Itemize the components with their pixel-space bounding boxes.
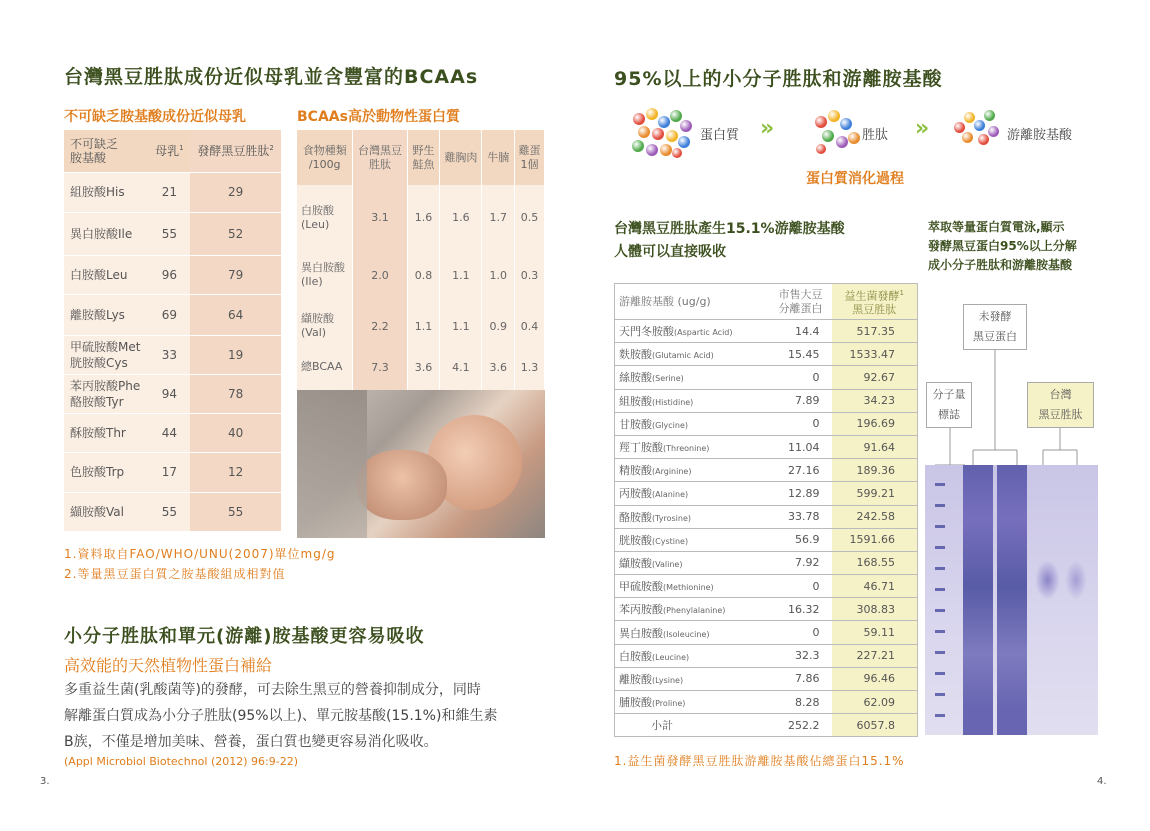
table1-row xyxy=(64,492,281,531)
table2-row-label: 異白胺酸 (Ile) xyxy=(297,250,353,300)
peptide-value: 59.11 xyxy=(832,621,918,644)
soy-value: 0 xyxy=(770,412,832,435)
breastmilk-value: 55 xyxy=(149,492,191,531)
peptide-value: 168.55 xyxy=(832,551,918,574)
table3-row xyxy=(615,320,918,343)
amino-acid-name: 脯胺酸(Proline) xyxy=(615,691,770,714)
table3-row xyxy=(615,482,918,505)
peptide-value: 517.35 xyxy=(832,320,918,343)
amino-acid-name: 白胺酸Leu xyxy=(64,255,149,294)
peptide-value: 189.36 xyxy=(832,459,918,482)
table2-value: 1.1 xyxy=(407,300,440,352)
table3-row xyxy=(615,412,918,435)
soy-value: 14.4 xyxy=(770,320,832,343)
amino-acid-name: 甲硫胺酸Met 胱胺酸Cys xyxy=(64,335,149,374)
peptide-value: 96.46 xyxy=(832,667,918,690)
soy-value: 32.3 xyxy=(770,644,832,667)
molecule-bead xyxy=(978,134,989,145)
right-title: 95%以上的小分子胜肽和游離胺基酸 xyxy=(614,68,943,90)
table2-header: 牛腩 xyxy=(482,130,515,185)
molecule-bead xyxy=(646,108,658,120)
soy-value: 8.28 xyxy=(770,691,832,714)
table3-total-row xyxy=(615,714,918,737)
amino-acid-name: 組胺酸(Histidine) xyxy=(615,389,770,412)
flow-label-protein: 蛋白質 xyxy=(700,128,740,143)
amino-acid-name: 組胺酸His xyxy=(64,172,149,212)
amino-acid-name: 丙胺酸(Alanine) xyxy=(615,482,770,505)
table2-value: 0.3 xyxy=(515,250,545,300)
table2-header: 雞蛋 1個 xyxy=(515,130,545,185)
molecule-bead xyxy=(984,110,995,121)
amino-acid-name: 苯丙胺酸(Phenylalanine) xyxy=(615,598,770,621)
peptide-value: 91.64 xyxy=(832,435,918,458)
table2-value: 3.6 xyxy=(407,352,440,382)
table1-header-breastmilk: 母乳$^1$ xyxy=(149,130,191,172)
peptide-value: 52 xyxy=(190,212,281,255)
molecule-bead xyxy=(638,126,650,138)
gel-label-unfermented: 未發酵 黑豆蛋白 xyxy=(963,304,1027,350)
peptide-value: 78 xyxy=(190,374,281,413)
right-footnote: 1.益生菌發酵黑豆胜肽游離胺基酸佔總蛋白15.1% xyxy=(614,754,905,768)
table1-row xyxy=(64,212,281,255)
breastmilk-value: 69 xyxy=(149,294,191,335)
molecule-bead xyxy=(974,120,985,131)
table3-row xyxy=(615,435,918,458)
table3-title-2: 人體可以直接吸收 xyxy=(614,244,726,260)
section-subtitle-protein: 高效能的天然植物性蛋白補給 xyxy=(64,656,273,675)
table1-header-acid: 不可缺乏 胺基酸 xyxy=(64,130,149,172)
molecule-bead xyxy=(848,132,860,144)
breastmilk-value: 44 xyxy=(149,413,191,452)
table3-row xyxy=(615,667,918,690)
gel-label-marker: 分子量 標誌 xyxy=(926,382,972,428)
amino-acid-name: 纈胺酸(Valine) xyxy=(615,551,770,574)
table1-row xyxy=(64,255,281,294)
amino-acid-name: 色胺酸Trp xyxy=(64,452,149,492)
molecule-bead xyxy=(988,126,999,137)
page-number-right: 4. xyxy=(1097,776,1107,787)
table2-value: 0.9 xyxy=(482,300,515,352)
table2-value: 4.1 xyxy=(440,352,482,382)
table2-header: 野生 鮭魚 xyxy=(407,130,440,185)
molecule-bead xyxy=(836,136,848,148)
amino-acid-name: 離胺酸(Lysine) xyxy=(615,667,770,690)
soy-value: 56.9 xyxy=(770,528,832,551)
table2-value: 2.2 xyxy=(353,300,407,352)
flow-label-amino-acid: 游離胺基酸 xyxy=(1007,128,1073,143)
essential-amino-acid-table xyxy=(64,130,281,532)
table1-subtitle: 不可缺乏胺基酸成份近似母乳 xyxy=(64,109,246,125)
table2-row xyxy=(297,300,545,352)
amino-acid-name: 羥丁胺酸(Threonine) xyxy=(615,435,770,458)
amino-acid-name: 麩胺酸(Glutamic Acid) xyxy=(615,343,770,366)
peptide-value: 599.21 xyxy=(832,482,918,505)
table3-row xyxy=(615,528,918,551)
table3-row xyxy=(615,691,918,714)
table2-header: 雞胸肉 xyxy=(440,130,482,185)
peptide-value: 196.69 xyxy=(832,412,918,435)
table2-value: 1.6 xyxy=(407,185,440,250)
molecule-bead xyxy=(666,130,678,142)
peptide-value: 64 xyxy=(190,294,281,335)
table2-value: 1.0 xyxy=(482,250,515,300)
soy-value: 16.32 xyxy=(770,598,832,621)
table3-row xyxy=(615,598,918,621)
table2-value: 1.6 xyxy=(440,185,482,250)
soy-total: 252.2 xyxy=(770,714,832,737)
molecule-bead xyxy=(658,116,670,128)
amino-acid-name: 胱胺酸(Cystine) xyxy=(615,528,770,551)
table2-row-label: 纈胺酸 (Val) xyxy=(297,300,353,352)
molecule-bead xyxy=(815,116,827,128)
table2-value: 1.1 xyxy=(440,250,482,300)
arrow-icon: » xyxy=(915,116,930,141)
soy-value: 7.86 xyxy=(770,667,832,690)
table2-value: 0.5 xyxy=(515,185,545,250)
peptide-value: 46.71 xyxy=(832,575,918,598)
peptide-value: 40 xyxy=(190,413,281,452)
table3-title-1: 台灣黑豆胜肽產生15.1%游離胺基酸 xyxy=(614,221,845,237)
molecule-bead xyxy=(816,144,826,154)
table2-value: 3.1 xyxy=(353,185,407,250)
peptide-value: 1591.66 xyxy=(832,528,918,551)
peptide-value: 92.67 xyxy=(832,366,918,389)
table3-row xyxy=(615,505,918,528)
table3-row xyxy=(615,366,918,389)
molecule-bead xyxy=(633,113,645,125)
peptide-value: 55 xyxy=(190,492,281,531)
soy-value: 15.45 xyxy=(770,343,832,366)
table1-row xyxy=(64,335,281,374)
breastmilk-value: 33 xyxy=(149,335,191,374)
table1-header-peptide: 發酵黑豆胜肽$^2$ xyxy=(190,130,281,172)
protein-molecule-icon xyxy=(628,108,698,158)
table2-value: 0.4 xyxy=(515,300,545,352)
table2-value: 2.0 xyxy=(353,250,407,300)
table3-row xyxy=(615,621,918,644)
amino-acid-name: 絲胺酸(Serine) xyxy=(615,366,770,389)
amino-acid-name: 異白胺酸(Isoleucine) xyxy=(615,621,770,644)
page-number-left: 3. xyxy=(40,776,50,787)
molecule-bead xyxy=(672,148,682,158)
amino-acid-name: 離胺酸Lys xyxy=(64,294,149,335)
soy-value: 11.04 xyxy=(770,435,832,458)
molecule-bead xyxy=(822,130,834,142)
table1-row xyxy=(64,172,281,212)
molecule-bead xyxy=(632,140,644,152)
peptide-value: 242.58 xyxy=(832,505,918,528)
molecule-bead xyxy=(962,132,973,143)
soy-value: 0 xyxy=(770,366,832,389)
table2-header: 台灣黑豆 胜肽 xyxy=(353,130,407,185)
table2-row xyxy=(297,352,545,382)
molecule-bead xyxy=(660,144,672,156)
amino-acid-name: 異白胺酸Ile xyxy=(64,212,149,255)
soy-value: 7.89 xyxy=(770,389,832,412)
table2-row-label: 白胺酸 (Leu) xyxy=(297,185,353,250)
flow-label-peptide: 胜肽 xyxy=(862,128,889,143)
breastmilk-value: 17 xyxy=(149,452,191,492)
table2-value: 1.1 xyxy=(440,300,482,352)
molecule-bead xyxy=(964,112,975,123)
gel-label-peptide: 台灣 黑豆胜肽 xyxy=(1027,382,1094,428)
breastmilk-value: 55 xyxy=(149,212,191,255)
peptide-value: 62.09 xyxy=(832,691,918,714)
table3-header-acid: 游離胺基酸 (ug/g) xyxy=(615,284,770,320)
peptide-total: 6057.8 xyxy=(832,714,918,737)
peptide-value: 12 xyxy=(190,452,281,492)
table2-row xyxy=(297,250,545,300)
table2-row xyxy=(297,185,545,250)
table2-value: 3.6 xyxy=(482,352,515,382)
amino-acid-name: 白胺酸(Leucine) xyxy=(615,644,770,667)
amino-acid-name: 纈胺酸Val xyxy=(64,492,149,531)
table1-row xyxy=(64,452,281,492)
peptide-value: 79 xyxy=(190,255,281,294)
table2-value: 1.3 xyxy=(515,352,545,382)
footnote-1: 1.資料取自FAO/WHO/UNU(2007)單位mg/g xyxy=(64,547,336,561)
total-label: 小計 xyxy=(615,714,770,737)
paragraph-line-2: 解離蛋白質成為小分子胜肽(95%以上)、單元胺基酸(15.1%)和維生素 xyxy=(64,708,498,724)
breastmilk-value: 96 xyxy=(149,255,191,294)
soy-value: 7.92 xyxy=(770,551,832,574)
soy-value: 0 xyxy=(770,575,832,598)
bcaa-comparison-table xyxy=(297,130,545,412)
table3-row xyxy=(615,459,918,482)
molecule-bead xyxy=(646,144,658,156)
table3-row xyxy=(615,575,918,598)
table2-row-label: 總BCAA xyxy=(297,352,353,382)
soy-value: 27.16 xyxy=(770,459,832,482)
table3-row xyxy=(615,551,918,574)
peptide-value: 29 xyxy=(190,172,281,212)
breastmilk-value: 94 xyxy=(149,374,191,413)
breastfeeding-photo xyxy=(297,390,545,538)
molecule-bead xyxy=(828,110,840,122)
table3-row xyxy=(615,644,918,667)
table2-subtitle: BCAAs高於動物性蛋白質 xyxy=(297,109,460,125)
paragraph-line-3: B族，不僅是增加美味、營養，蛋白質也變更容易消化吸收。 xyxy=(64,734,438,750)
peptide-value: 227.21 xyxy=(832,644,918,667)
molecule-bead xyxy=(652,128,664,140)
arrow-icon: » xyxy=(760,116,775,141)
table1-row xyxy=(64,413,281,452)
molecule-bead xyxy=(670,110,682,122)
amino-acid-name: 天門冬胺酸(Aspartic Acid) xyxy=(615,320,770,343)
molecule-bead xyxy=(954,122,965,133)
table2-value: 0.8 xyxy=(407,250,440,300)
amino-acid-name: 苯丙胺酸Phe 酪胺酸Tyr xyxy=(64,374,149,413)
free-amino-acid-table xyxy=(614,283,918,737)
molecule-bead xyxy=(840,118,852,130)
table3-header-soy: 市售大豆 分離蛋白 xyxy=(770,284,832,320)
peptide-molecule-icon xyxy=(810,108,860,158)
table2-value: 1.7 xyxy=(482,185,515,250)
breastmilk-value: 21 xyxy=(149,172,191,212)
amino-acid-name: 酥胺酸Thr xyxy=(64,413,149,452)
table2-value: 7.3 xyxy=(353,352,407,382)
footnote-2: 2.等量黑豆蛋白質之胺基酸組成相對值 xyxy=(64,567,286,581)
table1-row xyxy=(64,374,281,413)
molecule-bead xyxy=(678,136,690,148)
soy-value: 12.89 xyxy=(770,482,832,505)
amino-acid-name: 酪胺酸(Tyrosine) xyxy=(615,505,770,528)
peptide-value: 308.83 xyxy=(832,598,918,621)
soy-value: 0 xyxy=(770,621,832,644)
table2-header: 食物種類 /100g xyxy=(297,130,353,185)
peptide-value: 1533.47 xyxy=(832,343,918,366)
left-title: 台灣黑豆胜肽成份近似母乳並含豐富的BCAAs xyxy=(64,66,479,88)
section-title-absorption: 小分子胜肽和單元(游離)胺基酸更容易吸收 xyxy=(64,626,425,647)
table3-row xyxy=(615,389,918,412)
electrophoresis-gel xyxy=(925,465,1098,735)
amino-acid-name: 甲硫胺酸(Methionine) xyxy=(615,575,770,598)
molecule-bead xyxy=(680,120,692,132)
gel-connector-lines xyxy=(925,350,1100,470)
flow-caption: 蛋白質消化過程 xyxy=(806,171,904,187)
table3-row xyxy=(615,343,918,366)
gel-description: 萃取等量蛋白質電泳,顯示 發酵黑豆蛋白95%以上分解 成小分子胜肽和游離胺基酸 xyxy=(928,220,1077,272)
amino-acid-name: 精胺酸(Arginine) xyxy=(615,459,770,482)
citation: (Appl Microbiol Biotechnol (2012) 96:9-22) xyxy=(64,755,298,768)
table1-row xyxy=(64,294,281,335)
paragraph-line-1: 多重益生菌(乳酸菌等)的發酵，可去除生黑豆的營養抑制成分，同時 xyxy=(64,682,481,698)
amino-acid-name: 甘胺酸(Glycine) xyxy=(615,412,770,435)
soy-value: 33.78 xyxy=(770,505,832,528)
peptide-value: 34.23 xyxy=(832,389,918,412)
amino-acid-molecule-icon xyxy=(950,108,1005,153)
peptide-value: 19 xyxy=(190,335,281,374)
table3-header-peptide: 益生菌發酵$^1$ 黑豆胜肽 xyxy=(832,284,918,320)
